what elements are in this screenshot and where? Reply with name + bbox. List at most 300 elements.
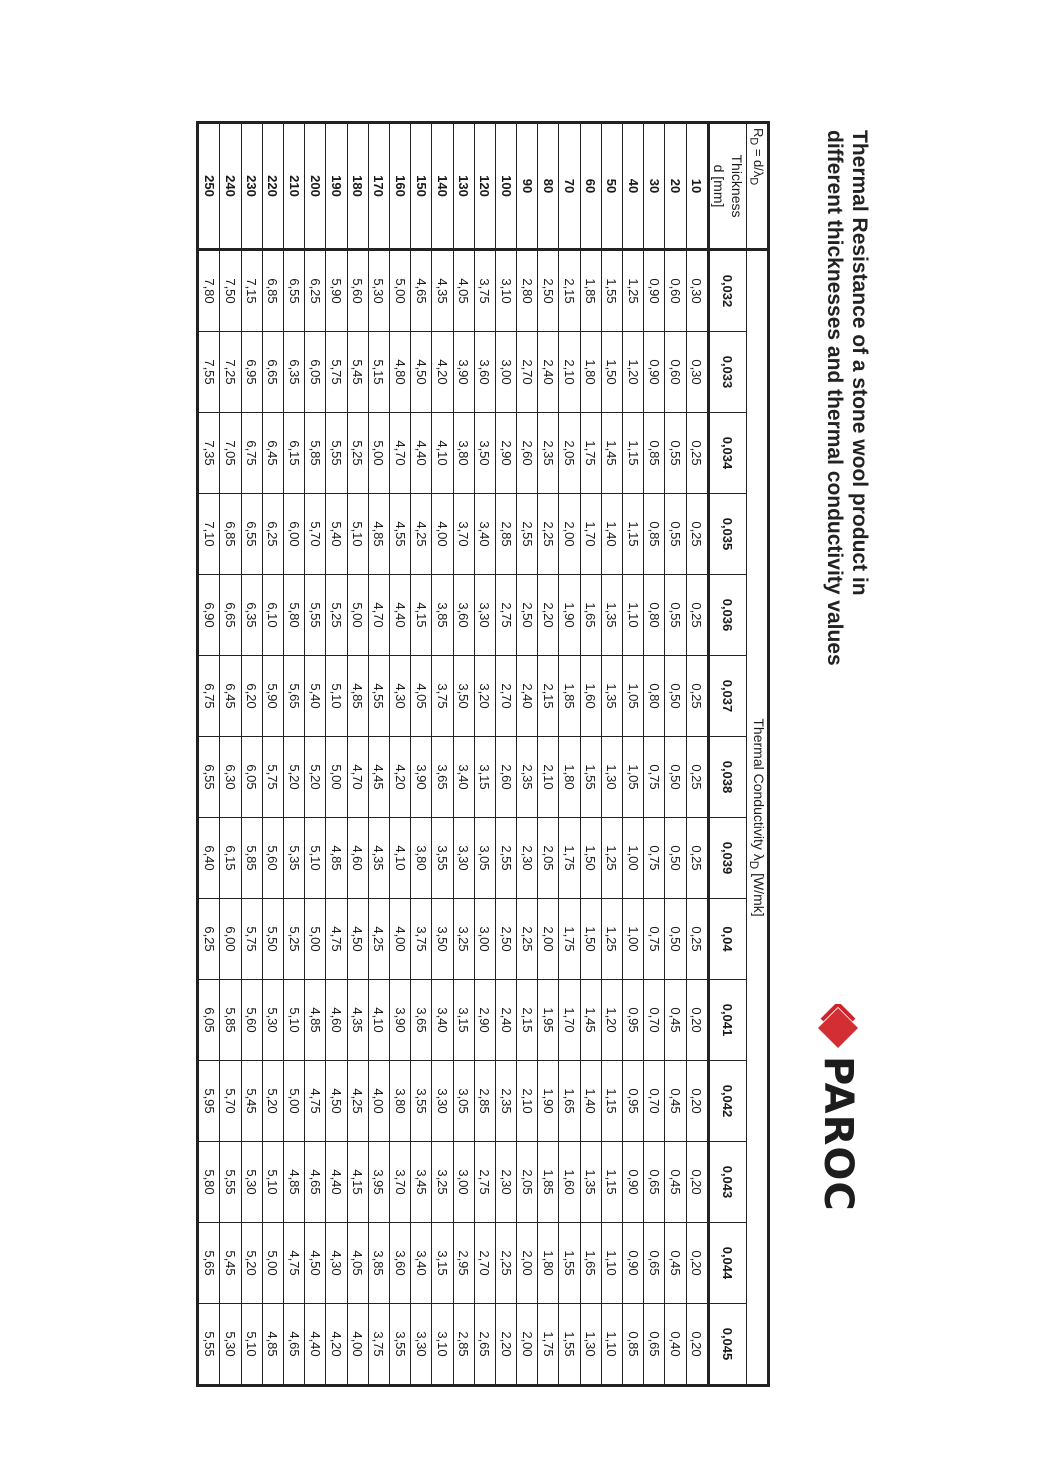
resistance-cell: 6,20 (241, 656, 262, 737)
resistance-cell: 5,55 (198, 1304, 220, 1386)
resistance-cell: 1,60 (580, 656, 601, 737)
resistance-cell: 0,55 (665, 494, 686, 575)
resistance-cell: 5,15 (368, 332, 389, 413)
resistance-cell: 0,90 (623, 1223, 644, 1304)
resistance-cell: 5,60 (262, 818, 283, 899)
resistance-cell: 3,70 (453, 494, 474, 575)
resistance-cell: 3,25 (453, 899, 474, 980)
resistance-cell: 3,40 (453, 737, 474, 818)
resistance-cell: 1,25 (601, 899, 622, 980)
table-row (432, 123, 453, 1386)
resistance-cell: 4,15 (347, 1142, 368, 1223)
resistance-cell: 3,50 (432, 899, 453, 980)
resistance-cell: 5,00 (368, 413, 389, 494)
thickness-cell: 30 (644, 123, 665, 250)
resistance-cell: 1,15 (601, 1142, 622, 1223)
resistance-cell: 3,30 (411, 1304, 432, 1386)
resistance-cell: 2,60 (495, 737, 516, 818)
resistance-cell: 2,80 (517, 250, 538, 332)
resistance-cell: 5,25 (284, 899, 305, 980)
resistance-cell: 2,15 (538, 656, 559, 737)
resistance-cell: 4,85 (284, 1142, 305, 1223)
resistance-cell: 1,85 (538, 1142, 559, 1223)
resistance-cell: 6,55 (198, 737, 220, 818)
resistance-cell: 2,00 (517, 1223, 538, 1304)
resistance-cell: 0,80 (644, 656, 665, 737)
resistance-cell: 4,40 (326, 1142, 347, 1223)
resistance-cell: 0,95 (623, 1061, 644, 1142)
table-row (305, 123, 326, 1386)
resistance-cell: 0,70 (644, 1061, 665, 1142)
table-row (559, 123, 580, 1386)
resistance-cell: 3,75 (411, 899, 432, 980)
resistance-cell: 5,35 (284, 818, 305, 899)
resistance-cell: 3,70 (390, 1142, 411, 1223)
resistance-cell: 1,55 (559, 1304, 580, 1386)
resistance-cell: 4,70 (390, 413, 411, 494)
resistance-cell: 1,15 (623, 494, 644, 575)
resistance-cell: 0,55 (665, 575, 686, 656)
resistance-cell: 1,75 (538, 1304, 559, 1386)
table-row (686, 123, 708, 1386)
resistance-cell: 1,30 (580, 1304, 601, 1386)
resistance-cell: 0,80 (644, 575, 665, 656)
resistance-cell: 3,75 (432, 656, 453, 737)
resistance-cell: 3,65 (411, 980, 432, 1061)
resistance-cell: 5,95 (198, 1061, 220, 1142)
thickness-header-line-1: Thickness (728, 154, 745, 218)
resistance-cell: 3,60 (453, 575, 474, 656)
resistance-cell: 2,00 (559, 494, 580, 575)
resistance-cell: 5,30 (368, 250, 389, 332)
resistance-cell: 7,35 (198, 413, 220, 494)
resistance-cell: 5,55 (326, 413, 347, 494)
resistance-cell: 5,10 (326, 656, 347, 737)
resistance-cell: 2,70 (495, 656, 516, 737)
resistance-cell: 0,50 (665, 818, 686, 899)
resistance-cell: 1,40 (601, 494, 622, 575)
resistance-cell: 5,00 (262, 1223, 283, 1304)
paroc-diamond-chevron-icon (816, 1004, 860, 1050)
resistance-cell: 7,05 (220, 413, 241, 494)
resistance-cell: 4,50 (326, 1061, 347, 1142)
resistance-cell: 7,10 (198, 494, 220, 575)
lambda-header: 0,045 (708, 1304, 746, 1386)
resistance-cell: 2,30 (517, 818, 538, 899)
resistance-cell: 0,55 (665, 413, 686, 494)
resistance-cell: 3,80 (411, 818, 432, 899)
resistance-cell: 1,30 (601, 737, 622, 818)
resistance-cell: 3,45 (411, 1142, 432, 1223)
resistance-cell: 3,00 (453, 1142, 474, 1223)
document-title (822, 130, 872, 666)
thickness-cell: 70 (559, 123, 580, 250)
resistance-cell: 2,55 (517, 494, 538, 575)
table-row (665, 123, 686, 1386)
lambda-header: 0,032 (708, 250, 746, 332)
resistance-cell: 5,00 (326, 737, 347, 818)
resistance-cell: 1,65 (580, 575, 601, 656)
table-row (601, 123, 622, 1386)
lambda-header: 0,039 (708, 818, 746, 899)
thickness-cell: 140 (432, 123, 453, 250)
resistance-cell: 1,70 (559, 980, 580, 1061)
table-row (474, 123, 495, 1386)
resistance-cell: 1,95 (538, 980, 559, 1061)
resistance-cell: 2,75 (495, 575, 516, 656)
resistance-cell: 4,65 (284, 1304, 305, 1386)
resistance-cell: 4,05 (411, 656, 432, 737)
resistance-cell: 4,85 (262, 1304, 283, 1386)
resistance-cell: 0,20 (686, 1304, 708, 1386)
resistance-cell: 0,25 (686, 494, 708, 575)
resistance-cell: 0,90 (644, 250, 665, 332)
resistance-cell: 5,00 (347, 575, 368, 656)
resistance-cell: 5,40 (326, 494, 347, 575)
table-row (198, 123, 220, 1386)
resistance-cell: 4,85 (305, 980, 326, 1061)
resistance-cell: 0,45 (665, 1142, 686, 1223)
resistance-cell: 6,35 (284, 332, 305, 413)
resistance-cell: 1,45 (580, 980, 601, 1061)
resistance-cell: 5,85 (220, 980, 241, 1061)
thermal-resistance-table (196, 121, 770, 1387)
resistance-cell: 6,15 (284, 413, 305, 494)
resistance-cell: 3,00 (495, 332, 516, 413)
resistance-cell: 5,60 (347, 250, 368, 332)
resistance-cell: 4,35 (347, 980, 368, 1061)
resistance-cell: 0,45 (665, 1061, 686, 1142)
table-row (453, 123, 474, 1386)
resistance-cell: 1,10 (601, 1304, 622, 1386)
resistance-cell: 4,80 (390, 332, 411, 413)
resistance-cell: 2,90 (474, 980, 495, 1061)
resistance-cell: 5,45 (220, 1223, 241, 1304)
resistance-cell: 2,10 (538, 737, 559, 818)
resistance-cell: 4,50 (347, 899, 368, 980)
resistance-cell: 3,85 (432, 575, 453, 656)
thickness-cell: 200 (305, 123, 326, 250)
resistance-cell: 2,95 (453, 1223, 474, 1304)
resistance-cell: 3,85 (368, 1223, 389, 1304)
resistance-cell: 0,20 (686, 1061, 708, 1142)
lambda-header: 0,036 (708, 575, 746, 656)
resistance-cell: 5,80 (198, 1142, 220, 1223)
resistance-cell: 5,30 (262, 980, 283, 1061)
thickness-cell: 240 (220, 123, 241, 250)
resistance-cell: 4,75 (284, 1223, 305, 1304)
resistance-cell: 0,30 (686, 250, 708, 332)
resistance-cell: 0,50 (665, 656, 686, 737)
resistance-cell: 2,50 (517, 575, 538, 656)
resistance-cell: 5,00 (390, 250, 411, 332)
resistance-cell: 4,15 (411, 575, 432, 656)
resistance-cell: 5,80 (284, 575, 305, 656)
resistance-cell: 4,35 (368, 818, 389, 899)
resistance-cell: 1,50 (601, 332, 622, 413)
resistance-cell: 5,10 (262, 1142, 283, 1223)
resistance-cell: 4,50 (305, 1223, 326, 1304)
resistance-cell: 3,25 (432, 1142, 453, 1223)
resistance-cell: 1,45 (601, 413, 622, 494)
resistance-cell: 6,25 (305, 250, 326, 332)
table-row (326, 123, 347, 1386)
thermal-conductivity-header: Thermal Conductivity $\lambda_D$ [W/mk] (746, 250, 768, 1386)
resistance-cell: 1,15 (623, 413, 644, 494)
resistance-cell: 2,85 (474, 1061, 495, 1142)
resistance-cell: 0,70 (644, 980, 665, 1061)
resistance-cell: 1,70 (580, 494, 601, 575)
resistance-cell: 7,50 (220, 250, 241, 332)
resistance-cell: 4,10 (432, 413, 453, 494)
lambda-header: 0,043 (708, 1142, 746, 1223)
resistance-cell: 4,40 (411, 413, 432, 494)
resistance-cell: 0,25 (686, 575, 708, 656)
resistance-cell: 3,80 (453, 413, 474, 494)
resistance-cell: 5,45 (347, 332, 368, 413)
resistance-cell: 0,20 (686, 980, 708, 1061)
resistance-cell: 5,45 (241, 1061, 262, 1142)
resistance-cell: 5,60 (241, 980, 262, 1061)
thickness-cell: 210 (284, 123, 305, 250)
resistance-cell: 2,10 (517, 1061, 538, 1142)
resistance-cell: 2,40 (495, 980, 516, 1061)
resistance-cell: 0,65 (644, 1142, 665, 1223)
thickness-cell: 160 (390, 123, 411, 250)
resistance-cell: 1,10 (623, 575, 644, 656)
lambda-header: 0,034 (708, 413, 746, 494)
resistance-cell: 1,65 (580, 1223, 601, 1304)
resistance-cell: 5,25 (347, 413, 368, 494)
resistance-cell: 0,85 (644, 494, 665, 575)
resistance-cell: 3,05 (474, 818, 495, 899)
resistance-cell: 0,50 (665, 899, 686, 980)
table-row (347, 123, 368, 1386)
resistance-cell: 5,70 (220, 1061, 241, 1142)
lambda-header: 0,044 (708, 1223, 746, 1304)
resistance-cell: 2,70 (517, 332, 538, 413)
resistance-cell: 2,65 (474, 1304, 495, 1386)
resistance-cell: 2,25 (538, 494, 559, 575)
formula-header (746, 123, 768, 250)
title-line-1: Thermal Resistance of a stone wool product in (848, 130, 871, 596)
resistance-cell: 2,35 (517, 737, 538, 818)
resistance-cell: 3,20 (474, 656, 495, 737)
resistance-cell: 5,30 (241, 1142, 262, 1223)
resistance-cell: 2,50 (495, 899, 516, 980)
resistance-cell: 4,50 (411, 332, 432, 413)
resistance-cell: 5,75 (241, 899, 262, 980)
resistance-cell: 7,15 (241, 250, 262, 332)
resistance-cell: 3,75 (474, 250, 495, 332)
resistance-cell: 1,00 (623, 818, 644, 899)
resistance-cell: 0,75 (644, 737, 665, 818)
resistance-cell: 1,85 (559, 656, 580, 737)
resistance-cell: 4,75 (305, 1061, 326, 1142)
resistance-cell: 0,20 (686, 1142, 708, 1223)
resistance-cell: 1,75 (559, 818, 580, 899)
resistance-cell: 3,40 (411, 1223, 432, 1304)
resistance-cell: 0,45 (665, 1223, 686, 1304)
resistance-cell: 3,90 (411, 737, 432, 818)
resistance-cell: 2,00 (538, 899, 559, 980)
thickness-cell: 190 (326, 123, 347, 250)
resistance-cell: 2,85 (453, 1304, 474, 1386)
resistance-cell: 4,25 (411, 494, 432, 575)
thickness-cell: 130 (453, 123, 474, 250)
resistance-cell: 3,10 (432, 1304, 453, 1386)
thickness-cell: 170 (368, 123, 389, 250)
resistance-cell: 5,20 (262, 1061, 283, 1142)
thickness-header (708, 123, 746, 250)
resistance-cell: 2,05 (517, 1142, 538, 1223)
resistance-cell: 2,60 (517, 413, 538, 494)
table-row (517, 123, 538, 1386)
thickness-cell: 180 (347, 123, 368, 250)
resistance-cell: 3,30 (474, 575, 495, 656)
resistance-cell: 2,15 (517, 980, 538, 1061)
resistance-cell: 1,35 (580, 1142, 601, 1223)
thickness-cell: 250 (198, 123, 220, 250)
resistance-cell: 2,40 (538, 332, 559, 413)
resistance-cell: 1,20 (601, 980, 622, 1061)
thickness-cell: 220 (262, 123, 283, 250)
resistance-cell: 2,55 (495, 818, 516, 899)
resistance-cell: 0,25 (686, 737, 708, 818)
resistance-cell: 0,95 (623, 980, 644, 1061)
thickness-cell: 50 (601, 123, 622, 250)
resistance-cell: 2,00 (517, 1304, 538, 1386)
resistance-cell: 6,95 (241, 332, 262, 413)
resistance-cell: 1,55 (580, 737, 601, 818)
resistance-cell: 2,75 (474, 1142, 495, 1223)
resistance-cell: 3,50 (474, 413, 495, 494)
table-row (220, 123, 241, 1386)
resistance-cell: 5,65 (284, 656, 305, 737)
resistance-cell: 4,70 (347, 737, 368, 818)
resistance-cell: 5,50 (262, 899, 283, 980)
resistance-cell: 6,05 (305, 332, 326, 413)
resistance-cell: 6,15 (220, 818, 241, 899)
resistance-cell: 1,15 (601, 1061, 622, 1142)
resistance-cell: 4,00 (347, 1304, 368, 1386)
resistance-cell: 7,55 (198, 332, 220, 413)
resistance-cell: 6,05 (241, 737, 262, 818)
resistance-cell: 1,80 (538, 1223, 559, 1304)
resistance-cell: 5,00 (284, 1061, 305, 1142)
resistance-cell: 4,20 (390, 737, 411, 818)
resistance-cell: 4,05 (347, 1223, 368, 1304)
resistance-cell: 6,45 (220, 656, 241, 737)
resistance-cell: 6,85 (220, 494, 241, 575)
thickness-cell: 20 (665, 123, 686, 250)
resistance-cell: 0,25 (686, 899, 708, 980)
resistance-cell: 4,35 (432, 250, 453, 332)
resistance-cell: 1,80 (559, 737, 580, 818)
resistance-cell: 3,30 (432, 1061, 453, 1142)
resistance-cell: 6,10 (262, 575, 283, 656)
resistance-cell: 5,75 (262, 737, 283, 818)
header-row-2 (708, 123, 746, 1386)
resistance-cell: 1,85 (580, 250, 601, 332)
resistance-cell: 0,65 (644, 1223, 665, 1304)
thickness-cell: 40 (623, 123, 644, 250)
resistance-cell: 2,35 (495, 1061, 516, 1142)
resistance-cell: 5,20 (284, 737, 305, 818)
resistance-cell: 4,45 (368, 737, 389, 818)
resistance-cell: 3,15 (453, 980, 474, 1061)
resistance-cell: 6,35 (241, 575, 262, 656)
resistance-cell: 5,20 (241, 1223, 262, 1304)
resistance-cell: 2,20 (538, 575, 559, 656)
resistance-cell: 5,85 (241, 818, 262, 899)
resistance-cell: 3,10 (495, 250, 516, 332)
resistance-cell: 4,85 (347, 656, 368, 737)
table-row (623, 123, 644, 1386)
resistance-cell: 2,50 (538, 250, 559, 332)
table-body (198, 123, 709, 1386)
resistance-cell: 1,35 (601, 656, 622, 737)
thickness-cell: 120 (474, 123, 495, 250)
resistance-cell: 2,25 (495, 1223, 516, 1304)
resistance-cell: 3,05 (453, 1061, 474, 1142)
resistance-cell: 3,95 (368, 1142, 389, 1223)
resistance-cell: 2,35 (538, 413, 559, 494)
resistance-cell: 0,20 (686, 1223, 708, 1304)
resistance-cell: 1,10 (601, 1223, 622, 1304)
formula-text: $R_D = d/\lambda_D$ (747, 128, 767, 186)
resistance-cell: 1,25 (623, 250, 644, 332)
resistance-cell: 0,25 (686, 818, 708, 899)
resistance-cell: 1,35 (601, 575, 622, 656)
resistance-cell: 0,25 (686, 656, 708, 737)
resistance-cell: 1,65 (559, 1061, 580, 1142)
resistance-cell: 5,10 (305, 818, 326, 899)
resistance-cell: 4,20 (432, 332, 453, 413)
resistance-cell: 6,00 (284, 494, 305, 575)
lambda-header: 0,037 (708, 656, 746, 737)
resistance-cell: 4,05 (453, 250, 474, 332)
thickness-cell: 90 (517, 123, 538, 250)
resistance-cell: 0,90 (623, 1142, 644, 1223)
resistance-cell: 4,10 (390, 818, 411, 899)
resistance-cell: 4,65 (305, 1142, 326, 1223)
resistance-cell: 2,30 (495, 1142, 516, 1223)
resistance-cell: 1,50 (580, 818, 601, 899)
resistance-cell: 4,30 (326, 1223, 347, 1304)
resistance-cell: 0,85 (644, 413, 665, 494)
table-row (368, 123, 389, 1386)
resistance-cell: 0,45 (665, 980, 686, 1061)
resistance-cell: 4,60 (326, 980, 347, 1061)
resistance-cell: 4,30 (390, 656, 411, 737)
resistance-cell: 4,75 (326, 899, 347, 980)
header-row-1 (746, 123, 768, 1386)
resistance-cell: 6,25 (198, 899, 220, 980)
resistance-cell: 7,80 (198, 250, 220, 332)
resistance-cell: 6,05 (198, 980, 220, 1061)
resistance-cell: 5,00 (305, 899, 326, 980)
resistance-cell: 1,80 (580, 332, 601, 413)
resistance-cell: 5,65 (198, 1223, 220, 1304)
resistance-cell: 6,25 (262, 494, 283, 575)
resistance-cell: 5,75 (326, 332, 347, 413)
resistance-cell: 3,00 (474, 899, 495, 980)
resistance-cell: 0,65 (644, 1304, 665, 1386)
resistance-cell: 3,55 (390, 1304, 411, 1386)
resistance-cell: 3,90 (390, 980, 411, 1061)
lambda-header: 0,04 (708, 899, 746, 980)
